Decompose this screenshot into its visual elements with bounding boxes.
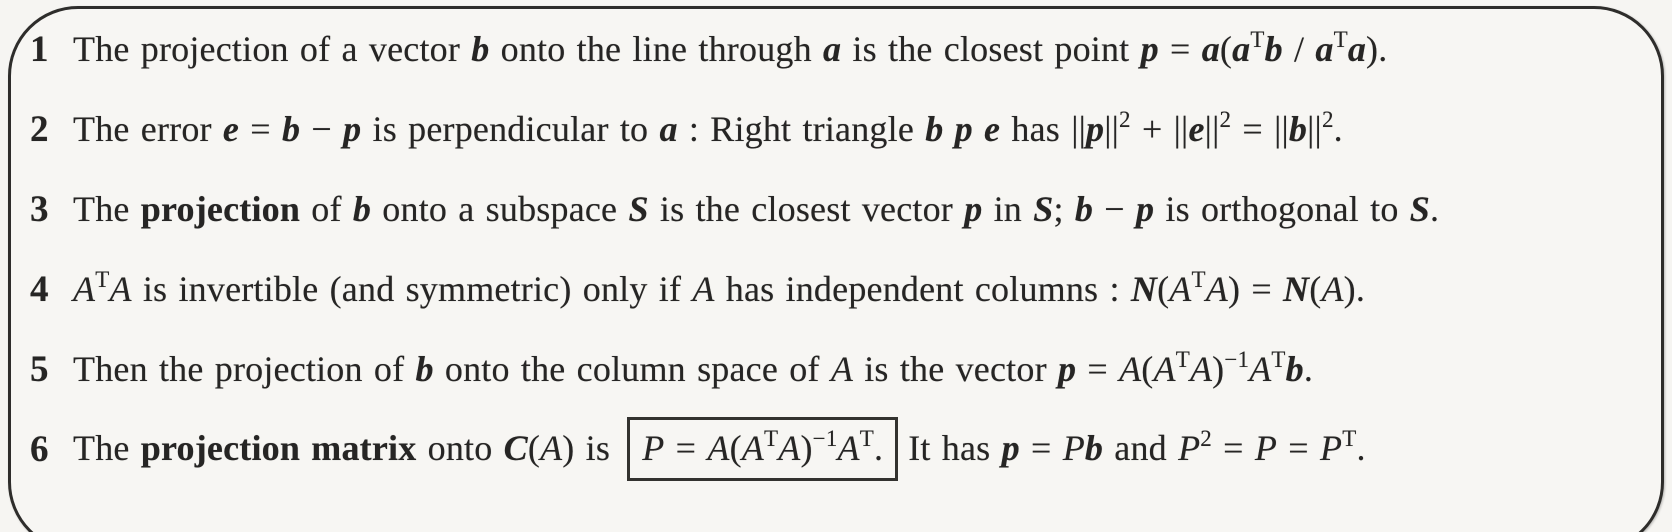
- text-segment: p: [1135, 189, 1155, 229]
- text-segment: N: [1130, 269, 1158, 309]
- text-segment: (: [1309, 269, 1322, 309]
- line-number: 1: [30, 28, 49, 70]
- text-segment: T: [859, 426, 874, 451]
- text-segment: N: [1283, 269, 1310, 309]
- text-segment: b: [352, 189, 372, 229]
- text-segment: .: [873, 428, 884, 468]
- text-segment: p: [964, 189, 983, 229]
- text-segment: 2: [1219, 107, 1232, 132]
- text-segment: =: [1277, 428, 1320, 468]
- text-segment: S: [628, 189, 649, 229]
- text-segment: and: [1103, 428, 1179, 468]
- text-segment: projection: [140, 189, 301, 229]
- text-segment: P: [1320, 428, 1343, 468]
- text-segment: C: [503, 428, 528, 468]
- text-segment: b: [1074, 189, 1094, 229]
- line-body: [73, 417, 1366, 481]
- text-segment: is orthogonal to: [1154, 189, 1410, 229]
- text-segment: A: [1321, 269, 1344, 309]
- key-idea-line: [30, 329, 1658, 409]
- key-idea-line: [30, 409, 1658, 489]
- text-segment: A: [73, 269, 96, 309]
- line-number: 3: [30, 188, 49, 230]
- text-segment: T: [764, 426, 779, 451]
- text-segment: p: [1057, 349, 1077, 389]
- text-segment: b p e: [925, 109, 1001, 149]
- text-segment: A: [778, 428, 801, 468]
- text-segment: .: [1333, 109, 1343, 149]
- text-segment: e: [1188, 109, 1205, 149]
- text-segment: p: [343, 109, 362, 149]
- text-segment: .: [1356, 428, 1366, 468]
- text-segment: (: [1141, 349, 1154, 389]
- text-segment: T: [1271, 347, 1286, 372]
- line-body: [73, 108, 1343, 150]
- text-segment: ||: [1104, 109, 1120, 149]
- text-segment: .: [1303, 349, 1314, 389]
- text-segment: A: [1249, 349, 1272, 389]
- text-segment: A: [830, 349, 854, 389]
- text-segment: a: [1232, 29, 1251, 69]
- text-segment: =: [664, 428, 708, 468]
- text-segment: (: [1219, 29, 1233, 69]
- text-segment: : Right triangle: [677, 109, 926, 149]
- text-segment: ) =: [1227, 269, 1284, 309]
- text-segment: A: [109, 269, 132, 309]
- line-number: 2: [30, 108, 49, 150]
- text-segment: a: [823, 29, 842, 69]
- text-segment: 2: [1119, 107, 1131, 132]
- text-segment: A: [741, 428, 764, 468]
- text-segment: of: [300, 189, 353, 229]
- text-segment: ): [1212, 349, 1225, 389]
- text-segment: b: [1264, 29, 1283, 69]
- text-segment: A: [1169, 269, 1192, 309]
- text-segment: The: [73, 428, 141, 468]
- text-segment: is the vector: [853, 349, 1058, 389]
- key-idea-line: [30, 169, 1658, 249]
- text-segment: b: [1084, 428, 1104, 468]
- text-segment: A: [707, 428, 730, 468]
- text-segment: a: [1201, 29, 1220, 69]
- text-segment: −1: [812, 426, 838, 451]
- key-idea-line: [30, 89, 1658, 169]
- text-segment: =: [1019, 428, 1063, 468]
- key-idea-line: [30, 249, 1658, 329]
- text-segment: onto a subspace: [371, 189, 629, 229]
- line-body: [73, 188, 1439, 230]
- key-idea-line: [30, 9, 1658, 89]
- text-segment: −1: [1224, 347, 1250, 372]
- line-body: [73, 268, 1365, 310]
- text-segment: T: [1333, 27, 1348, 52]
- text-segment: =: [239, 109, 283, 149]
- line-body: [73, 28, 1387, 70]
- text-segment: = ||: [1231, 109, 1289, 149]
- text-segment: A: [692, 269, 715, 309]
- text-segment: onto the column space of: [433, 349, 831, 389]
- text-segment: −: [300, 109, 344, 149]
- text-segment: T: [1342, 426, 1357, 451]
- text-segment: T: [95, 267, 110, 292]
- text-segment: ||: [1204, 109, 1220, 149]
- text-segment: is the closest vector: [648, 189, 965, 229]
- text-segment: /: [1282, 29, 1316, 69]
- text-segment: is invertible (and symmetric) only if: [131, 269, 693, 309]
- text-segment: b: [1288, 109, 1308, 149]
- text-segment: P: [642, 428, 665, 468]
- key-ideas-list: [30, 9, 1658, 489]
- text-segment: The: [73, 189, 141, 229]
- text-segment: has independent columns :: [714, 269, 1131, 309]
- line-body: [73, 348, 1313, 390]
- text-segment: b: [415, 349, 434, 389]
- text-segment: ).: [1343, 269, 1366, 309]
- text-segment: The projection of a vector: [73, 29, 472, 69]
- text-segment: onto the line through: [489, 29, 823, 69]
- text-segment: =: [1211, 428, 1255, 468]
- text-segment: a: [1315, 29, 1334, 69]
- text-segment: is the closest point: [841, 29, 1141, 69]
- line-number: 4: [30, 268, 49, 310]
- text-segment: A: [1153, 349, 1176, 389]
- text-segment: A: [1189, 349, 1213, 389]
- text-segment: p: [1086, 109, 1105, 149]
- text-segment: has ||: [1000, 109, 1087, 149]
- text-segment: 2: [1200, 426, 1212, 451]
- text-segment: T: [1250, 27, 1265, 52]
- line-number: 6: [30, 428, 49, 470]
- text-segment: p: [1001, 428, 1020, 468]
- text-segment: =: [1158, 29, 1202, 69]
- text-segment: A: [1119, 349, 1142, 389]
- text-segment: projection matrix: [140, 428, 417, 468]
- text-segment: P: [1178, 428, 1201, 468]
- text-segment: (: [729, 428, 742, 468]
- text-segment: 2: [1321, 107, 1334, 132]
- text-segment: S: [1409, 189, 1430, 229]
- text-segment: e: [222, 109, 240, 149]
- text-segment: P: [1062, 428, 1085, 468]
- text-segment: a: [1347, 29, 1367, 69]
- text-segment: P: [1254, 428, 1278, 468]
- text-segment: b: [1285, 349, 1304, 389]
- text-segment: ).: [1366, 29, 1388, 69]
- text-segment: b: [282, 109, 301, 149]
- text-segment: ;: [1053, 189, 1075, 229]
- text-segment: ||: [1307, 109, 1322, 149]
- text-segment: ): [800, 428, 813, 468]
- text-segment: ) is: [562, 428, 622, 468]
- line-number: 5: [30, 348, 49, 390]
- text-segment: (: [527, 428, 541, 468]
- text-segment: onto: [416, 428, 504, 468]
- text-segment: T: [1175, 347, 1190, 372]
- text-segment: The error: [73, 109, 223, 149]
- text-segment: S: [1033, 189, 1054, 229]
- text-segment: in: [982, 189, 1034, 229]
- formula-box: [627, 417, 898, 481]
- text-segment: p: [1140, 29, 1159, 69]
- text-segment: −: [1093, 189, 1136, 229]
- text-segment: a: [659, 109, 678, 149]
- text-segment: =: [1076, 349, 1120, 389]
- text-segment: + ||: [1130, 109, 1189, 149]
- text-segment: A: [1205, 269, 1228, 309]
- text-segment: b: [471, 29, 490, 69]
- text-segment: is perpendicular to: [361, 109, 660, 149]
- text-segment: Then the projection of: [73, 349, 416, 389]
- text-segment: (: [1157, 269, 1170, 309]
- text-segment: It has: [908, 428, 1002, 468]
- text-segment: .: [1430, 189, 1440, 229]
- text-segment: T: [1191, 267, 1206, 292]
- text-segment: A: [540, 428, 563, 468]
- text-segment: A: [837, 428, 860, 468]
